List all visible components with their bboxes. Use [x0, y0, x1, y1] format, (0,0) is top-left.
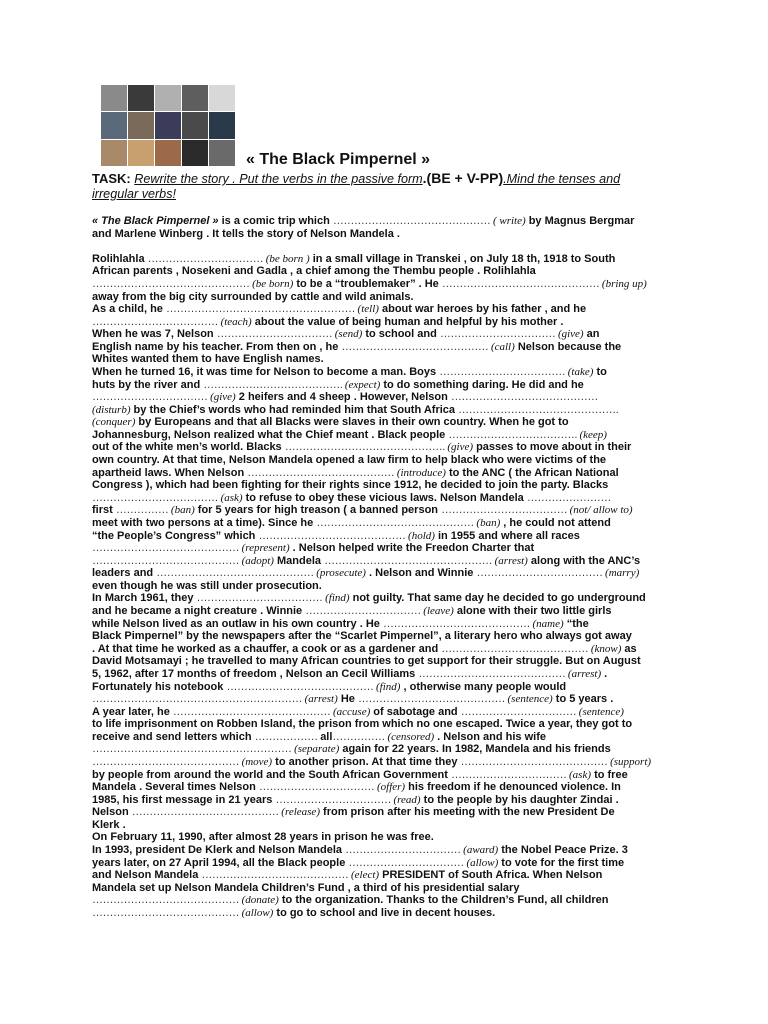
verb-hint: (leave): [423, 605, 454, 617]
story-text-segment: all: [320, 730, 333, 743]
story-text-segment: “the: [563, 617, 589, 630]
verb-hint: (find): [376, 680, 401, 693]
answer-blank: ……………………………: [305, 605, 424, 617]
answer-blank: ……………………………………: [201, 869, 351, 882]
story-text-segment: « The Black Pimpernel »: [92, 215, 219, 227]
answer-blank: ……………………………………: [226, 680, 377, 693]
answer-blank: ………………………………………: [316, 516, 477, 529]
story-line: [92, 416, 569, 429]
story-text-segment: Nelson: [92, 806, 132, 819]
story-line: [92, 479, 608, 492]
story-text-segment: again for 22 years. In 1982, Mandela and his friends: [339, 743, 611, 756]
collage-photo: [128, 112, 154, 138]
answer-blank: ………………………………: [92, 491, 221, 504]
story-text-segment: Mandela: [273, 554, 325, 567]
answer-blank: ……………………………: [216, 328, 335, 341]
story-line: [92, 467, 619, 480]
verb-hint: (adopt): [241, 554, 274, 567]
verb-hint: (marry): [605, 567, 640, 580]
answer-blank: ……………………………: [450, 768, 570, 781]
story-text-segment: Mandela . Several times Nelson: [92, 781, 259, 794]
verb-hint: (ban): [476, 516, 501, 529]
story-text-segment: . Nelson and his wife: [434, 730, 546, 743]
verb-hint: (elect): [350, 869, 380, 882]
story-text-segment: his freedom if he denounced violence. In: [405, 781, 621, 794]
story-line: [92, 328, 600, 341]
verb-hint: (ask): [220, 491, 243, 504]
verb-hint: (accuse): [332, 705, 371, 718]
answer-blank: ……………………………………: [92, 894, 242, 907]
task-formula: .(BE + V-PP): [422, 170, 504, 186]
answer-blank: ……………………………………….: [458, 403, 619, 416]
verb-hint: (give): [557, 328, 584, 341]
story-text-segment: to go to school and live in decent houses.: [273, 906, 496, 919]
story-text-segment: , otherwise many people would: [400, 680, 567, 693]
story-line: [92, 819, 126, 832]
story-line: [92, 291, 414, 304]
story-line: [92, 228, 400, 241]
verb-hint: (take): [567, 366, 594, 378]
story-line: [92, 769, 628, 782]
story-text-segment: . Nelson helped write the Freedon Charter that: [289, 542, 535, 555]
answer-blank: ……………………………………: [92, 906, 242, 919]
answer-blank: ……………………………: [275, 793, 394, 806]
story-text-segment: He: [337, 693, 358, 705]
story-line: [92, 831, 434, 844]
story-text-segment: the Nobel Peace Prize. 3: [498, 844, 628, 856]
story-text-segment: to free: [591, 768, 628, 781]
story-text-segment: and Marlene Winberg . It tells the story of Nelson Mandela .: [92, 227, 400, 240]
collage-photo: [155, 140, 181, 166]
story-text-segment: is a comic trip which: [218, 215, 333, 227]
story-text-segment: first: [92, 504, 116, 517]
answer-blank: ………………………………………: [156, 567, 317, 580]
story-line: [92, 441, 631, 454]
verb-hint: (censored): [387, 730, 435, 743]
story-line: [92, 592, 646, 605]
story-text-segment: A year later, he: [92, 705, 173, 718]
verb-hint: (not/ allow to): [569, 504, 633, 517]
answer-blank: ……………………………: [258, 781, 377, 794]
verb-hint: (disturb): [92, 403, 131, 416]
story-line: [92, 743, 611, 756]
verb-hint: (give): [210, 391, 236, 404]
collage-photo: [128, 140, 154, 166]
story-line: [92, 894, 608, 907]
story-text-segment: Congress ), which had been fighting for their rights since 1912, he decided to join the party. Blacks: [92, 479, 609, 492]
story-line: [92, 391, 598, 404]
story-line: [92, 618, 589, 631]
answer-blank: ……………………………………: [92, 554, 242, 567]
story-text-segment: to the people by his daughter Zindai .: [420, 793, 619, 806]
verb-hint: (know): [590, 642, 622, 655]
story-text-segment: When he was 7, Nelson: [92, 328, 217, 341]
story-text-segment: by people from around the world and the South African Government: [92, 768, 451, 781]
story-line: [92, 580, 322, 593]
story-text-segment: 5, 1962, after 17 months of freedom , Nelson an Cecil Williams: [92, 667, 419, 680]
collage-photo: [101, 112, 127, 138]
story-text-segment: PRESIDENT of South Africa. When Nelson: [379, 869, 603, 882]
answer-blank: ……………: [332, 730, 388, 743]
answer-blank: ……………………………………: [341, 340, 491, 353]
task-label: TASK:: [92, 171, 131, 186]
story-text-segment: to do something daring. He did and he: [380, 378, 584, 391]
answer-blank: ……………………………………………………: [92, 693, 305, 705]
verb-hint: ( write): [492, 215, 526, 227]
story-text-segment: while Nelson lived as an outlaw in his own country . He: [92, 617, 383, 630]
answer-blank: ……………………………………: [418, 667, 568, 680]
answer-blank: ……………………………….: [448, 428, 580, 441]
answer-blank: ……………………………………: [131, 806, 282, 819]
verb-hint: (move): [241, 755, 273, 768]
answer-blank: ……………………………………: [382, 617, 533, 630]
collage-photo: [101, 140, 127, 166]
verb-hint: (arrest): [494, 554, 528, 567]
answer-blank: ……………………………: [439, 328, 558, 341]
verb-hint: (arrest): [567, 667, 602, 680]
verb-hint: (allow): [241, 906, 274, 919]
answer-blank: ……………………………: [92, 391, 211, 404]
story-text-segment: to vote for the first time: [498, 856, 625, 869]
story-line: [92, 215, 634, 228]
story-text-segment: and he became a night creature . Winnie: [92, 605, 306, 617]
story-text-segment: English name by his teacher. From then on , he: [92, 340, 342, 353]
story-line: [92, 504, 633, 517]
story-text-segment: away from the big city surrounded by cattle and wild animals.: [92, 290, 414, 303]
story-line: [92, 530, 580, 543]
verb-hint: (allow): [466, 856, 499, 869]
story-line: [92, 781, 621, 794]
verb-hint: (release): [281, 806, 320, 819]
task-instruction: [92, 171, 662, 202]
verb-hint: (keep): [579, 428, 607, 441]
story-line: [92, 869, 602, 882]
story-text-segment: in a small village in Transkei , on July 18 th, 1918 to South: [309, 252, 616, 265]
story-line: [92, 882, 519, 895]
story-text-segment: Klerk .: [92, 818, 126, 831]
story-text-segment: to school and: [362, 328, 440, 341]
verb-hint: (prosecute): [316, 567, 366, 580]
answer-blank: ………………………………………………: [165, 303, 358, 316]
answer-blank: …………………………………………: [324, 554, 495, 567]
story-text-segment: to be a “troublemaker” . He: [293, 277, 442, 290]
story-text-segment: even though he was still under prosecution.: [92, 579, 322, 592]
story-text-segment: to: [593, 366, 607, 378]
verb-hint: (introduce): [396, 466, 446, 479]
collage-photo: [101, 85, 127, 111]
verb-hint: (name): [532, 617, 564, 630]
story-line: [92, 668, 607, 681]
story-text-segment: 2 heifers and 4 sheep . However, Nelson: [235, 391, 451, 404]
verb-hint: (bring up): [601, 277, 647, 290]
verb-hint: (be born): [252, 277, 294, 290]
answer-blank: ……………………………………: [92, 755, 242, 768]
verb-hint: (donate): [241, 894, 279, 907]
story-text-segment: to another prison. At that time they: [272, 755, 461, 768]
answer-blank: ………………………………………: [92, 277, 253, 290]
story-line: [92, 303, 586, 316]
collage-photo: [155, 85, 181, 111]
answer-blank: ………………………………: [92, 315, 221, 328]
story-text-segment: Black Pimpernel” by the newspapers after the “Scarlet Pimpernel”, a literary hero who always got away: [92, 630, 632, 643]
verb-hint: (arrest): [304, 693, 338, 705]
story-text-segment: by Europeans and that all Blacks were slaves in their own country. When he got to: [135, 416, 569, 429]
story-line: [92, 454, 606, 467]
verb-hint: (separate): [294, 743, 340, 756]
story-line: [92, 542, 534, 555]
story-text-segment: along with the ANC’s: [527, 554, 641, 567]
story-text-segment: Mandela set up Nelson Mandela Children’s Fund , a third of his presidential salary: [92, 881, 520, 894]
story-text-segment: about war heroes by his father , and he: [378, 303, 587, 316]
story-text-segment: by Magnus Bergmar: [525, 215, 635, 227]
story-text-segment: alone with their two little girls: [453, 605, 612, 617]
answer-blank: ……………………………: [348, 856, 467, 869]
story-text-segment: Nelson because the: [514, 340, 622, 353]
photo-collage: [101, 85, 235, 166]
story-text-segment: receive and send letters which: [92, 730, 255, 743]
collage-photo: [128, 85, 154, 111]
story-line: [92, 844, 628, 857]
verb-hint: (ban): [170, 504, 195, 517]
verb-hint: (tell): [357, 303, 379, 316]
story-line: [92, 857, 624, 870]
page-title: « The Black Pimpernel »: [246, 151, 431, 168]
answer-blank: ……………………………………: [92, 542, 242, 555]
story-text-segment: In March 1961, they: [92, 592, 197, 605]
answer-blank: ………………………………………: [441, 277, 602, 290]
collage-photo: [209, 85, 235, 111]
verb-hint: (expect): [344, 378, 381, 391]
story-text-segment: to refuse to obey these vicious laws. Nelson Mandela: [242, 491, 527, 504]
story-text-segment: On February 11, 1990, after almost 28 years in prison he was free.: [92, 831, 434, 844]
answer-blank: ………………………………: [196, 592, 326, 605]
story-text-segment: 1985, his first message in 21 years: [92, 793, 276, 806]
answer-blank: ……………………………………: [450, 391, 598, 404]
verb-hint: (award): [463, 844, 499, 856]
story-line: [92, 731, 546, 744]
story-text-segment: Johannesburg, Nelson realized what the Chief meant . Black people: [92, 428, 449, 441]
story-line: [92, 605, 612, 618]
story-line: [92, 253, 615, 266]
task-text: Rewrite the story . Put the verbs in the passive form: [134, 172, 423, 186]
story-text-segment: of sabotage and: [370, 705, 461, 718]
story-line: [92, 706, 624, 719]
collage-photo: [182, 112, 208, 138]
story-line: [92, 567, 639, 580]
collage-photo: [182, 140, 208, 166]
answer-blank: ……………………………: [460, 705, 579, 718]
story-line: [92, 681, 566, 694]
story-text-segment: own country. At that time, Nelson Mandela opened a law firm to help black who were victims of the: [92, 454, 607, 466]
story-text-segment: Fortunately his notebook: [92, 680, 227, 693]
story-text-segment: about the value of being human and helpful by his mother .: [251, 315, 564, 328]
verb-hint: (support): [610, 755, 652, 768]
story-text-segment: for 5 years for high treason ( a banned person: [194, 504, 442, 517]
answer-blank: ………………: [254, 730, 321, 743]
story-line: [92, 429, 607, 442]
story-text-segment: to life imprisonment on Robben Island, the prison from which no one escaped. Twice a year, they got to: [92, 718, 633, 731]
verb-hint: (be born ): [265, 252, 310, 265]
verb-hint: (call): [490, 340, 515, 353]
story-line: [92, 555, 640, 568]
story-text-segment: meet with two persons at a time). Since he: [92, 516, 317, 529]
story-line: [92, 756, 651, 769]
story-line: [92, 630, 632, 643]
verb-hint: (read): [393, 793, 421, 806]
verb-hint: (represent): [241, 542, 290, 555]
story-text-segment: “the People’s Congress” which: [92, 529, 259, 542]
story-text-segment: As a child, he: [92, 303, 166, 316]
story-line: [92, 643, 637, 656]
story-line: [92, 404, 618, 417]
story-line: [92, 278, 647, 291]
answer-blank: ……………………: [526, 491, 611, 504]
story-line: [92, 265, 536, 278]
story-line: [92, 718, 632, 731]
story-text-segment: , he could not attend: [500, 516, 611, 529]
answer-blank: ……………………………………: [441, 642, 591, 655]
answer-blank: ……………………………………: [247, 466, 397, 479]
story-line: [92, 517, 611, 530]
answer-blank: ……………………………………: [357, 693, 508, 705]
verb-hint: (ask): [569, 768, 592, 781]
story-line: [92, 794, 619, 807]
story-text-segment: not guilty. That same day he decided to go underground: [349, 592, 646, 605]
verb-hint: (sentence): [507, 693, 553, 705]
story-line: [92, 806, 615, 819]
story-line: [92, 907, 495, 920]
answer-blank: ………………………………………: [172, 705, 333, 718]
answer-blank: ……………………………………: [258, 529, 409, 542]
story-text-segment: years later, on 27 April 1994, all the Black people: [92, 856, 349, 869]
story-line: [92, 366, 607, 379]
story-text-segment: passes to move about in their: [473, 441, 632, 454]
story-text-segment: African parents , Nosekeni and Gadla , a chief among the Thembu people . Rolihlahla: [92, 265, 536, 278]
answer-blank: ………………………………: [476, 567, 606, 580]
answer-blank: ……………………………………….: [284, 441, 448, 454]
task-text-2: .Mind the tenses and irregular verbs!: [92, 172, 621, 201]
story-line: [92, 492, 611, 505]
story-text-segment: as: [621, 642, 637, 655]
story-text-segment: huts by the river and: [92, 378, 204, 391]
answer-blank: …………………………………………………: [92, 743, 295, 756]
verb-hint: (find): [325, 592, 350, 605]
answer-blank: ………………………………………: [332, 215, 493, 227]
story-text-segment: leaders and: [92, 567, 157, 580]
story-text-segment: in 1955 and where all races: [434, 529, 580, 542]
verb-hint: (hold): [408, 529, 435, 542]
answer-blank: ………………………………: [439, 366, 568, 378]
story-text-segment: . Nelson and Winnie: [365, 567, 477, 580]
verb-hint: (offer): [376, 781, 406, 794]
answer-blank: ……………………………: [147, 252, 266, 265]
verb-hint: (send): [334, 328, 363, 341]
story-line: [92, 316, 563, 329]
story-text-segment: to the organization. Thanks to the Children’s Fund, all children: [278, 894, 609, 907]
story-text-segment: and Nelson Mandela: [92, 869, 202, 882]
story-text-segment: Whites wanted them to have English names.: [92, 353, 324, 366]
story-line: [92, 655, 641, 668]
verb-hint: (conquer): [92, 416, 136, 429]
answer-blank: ……………………………: [345, 844, 464, 856]
story-text-segment: an: [583, 328, 600, 341]
story-text-segment: by the Chief’s words who had reminded him that South Africa: [130, 403, 459, 416]
story-line: [92, 341, 621, 354]
answer-blank: ……………: [115, 504, 171, 517]
verb-hint: (teach): [220, 315, 252, 328]
story-text-segment: In 1993, president De Klerk and Nelson Mandela: [92, 844, 346, 856]
collage-photo: [155, 112, 181, 138]
story-text-segment: .: [601, 667, 608, 680]
answer-blank: ………………………………: [441, 504, 570, 517]
collage-photo: [182, 85, 208, 111]
collage-photo: [209, 112, 235, 138]
verb-hint: (give): [447, 441, 474, 454]
story-text-segment: apartheid laws. When Nelson: [92, 466, 248, 479]
collage-photo: [209, 140, 235, 166]
story-line: [92, 353, 324, 366]
verb-hint: (sentence): [578, 705, 624, 718]
story-text-segment: Rolihlahla: [92, 252, 148, 265]
story-text-segment: David Motsamayi ; he travelled to many African countries to get support for their struggle. But on August: [92, 655, 641, 668]
story-line: [92, 379, 584, 392]
story-text-segment: to 5 years .: [552, 693, 614, 705]
story-line: [92, 693, 613, 706]
answer-blank: ……………………………………: [460, 755, 611, 768]
story-text-segment: out of the white men’s world. Blacks: [92, 441, 285, 454]
story-text-segment: . At that time he worked as a chauffer, a cook or as a gardener and: [92, 642, 442, 655]
story-text-segment: from prison after his meeting with the new President De: [319, 806, 615, 819]
story-text-segment: to the ANC ( the African National: [445, 466, 619, 479]
answer-blank: ………………………………….: [203, 378, 345, 391]
story-text-segment: When he turned 16, it was time for Nelson to become a man. Boys: [92, 366, 440, 378]
